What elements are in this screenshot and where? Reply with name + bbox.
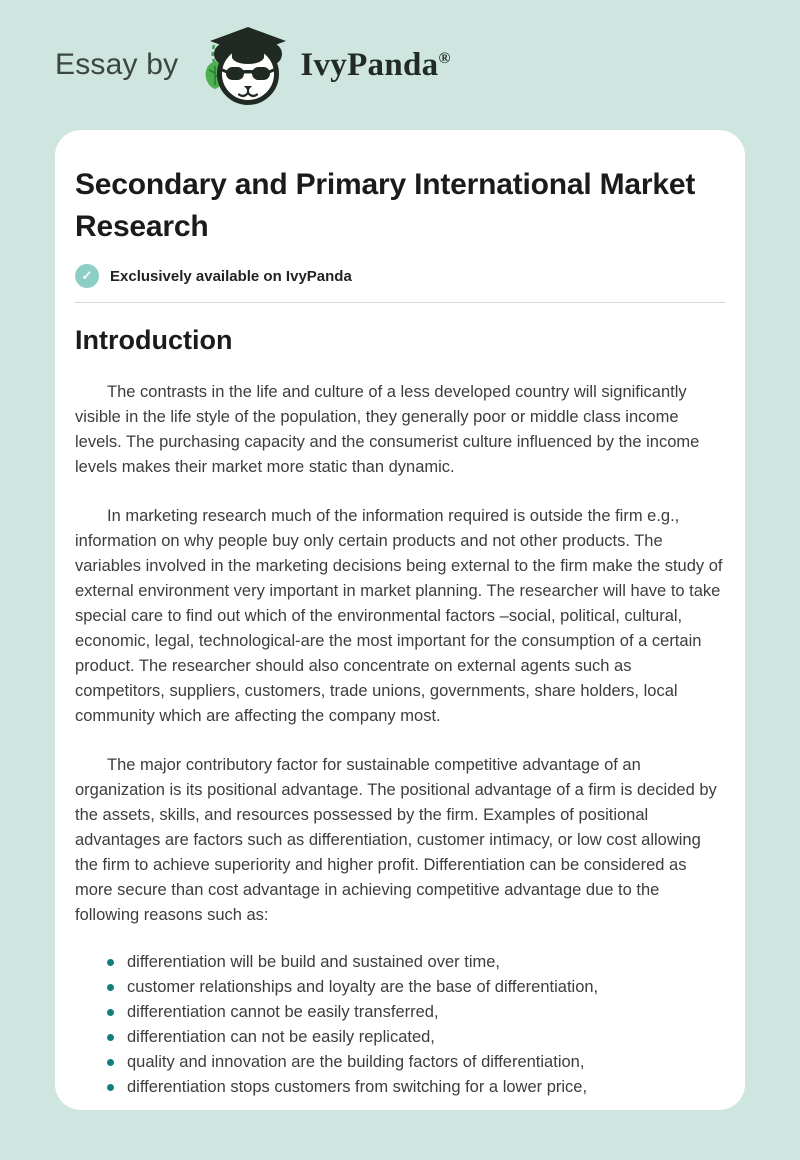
list-item: differentiation can not be easily replicated,	[75, 1025, 725, 1050]
essay-by-label: Essay by	[55, 48, 179, 81]
essay-card	[55, 130, 745, 1110]
intro-paragraph-3: The major contributory factor for sustainable competitive advantage of an organization is its positional advantage. The positional advantage of a firm is decided by the assets, skills, and resources possessed by the firm. Examples of positional advantages are factors such as differentiation, customer intimacy, or low cost allowing the firm to achieve superiority and higher profit. Differentiation can be considered as more secure than cost advantage in achieving competitive advantage due to the following reasons such as:	[75, 756, 717, 924]
section-heading-introduction: Introduction	[75, 325, 233, 355]
brand-text: IvyPanda	[300, 46, 439, 83]
intro-paragraph-1: The contrasts in the life and culture of a less developed country will significantly visible in the life style of the population, they generally poor or middle class income levels. The purchasing capacity and the consumerist culture influenced by the income levels makes their market more static than dynamic.	[75, 383, 700, 476]
list-item: differentiation stops customers from switching for a lower price,	[75, 1075, 725, 1100]
list-item: differentiation cannot be easily transferred,	[75, 1000, 725, 1025]
registered-mark: ®	[438, 49, 451, 67]
bullet-list	[75, 950, 725, 1100]
essay-title: Secondary and Primary International Market Research	[75, 168, 696, 243]
brand-name	[300, 47, 450, 84]
check-icon: ✓	[75, 264, 99, 288]
list-item: differentiation will be build and sustained over time,	[75, 950, 725, 975]
panda-graduate-icon	[194, 23, 290, 107]
list-item: customer relationships and loyalty are the base of differentiation,	[75, 975, 725, 1000]
page-header	[0, 0, 800, 130]
list-item: quality and innovation are the building factors of differentiation,	[75, 1050, 725, 1075]
exclusive-badge	[75, 264, 725, 288]
badge-label: Exclusively available on IvyPanda	[110, 267, 352, 285]
divider	[75, 302, 725, 303]
intro-paragraph-2: In marketing research much of the information required is outside the firm e.g., information on why people buy only certain products and not other products. The variables involved in the marketing decisions being external to the firm make the study of external environment very important in market planning. The researcher will have to take special care to find out which of the environmental factors –social, political, cultural, economic, legal, technological-are the most important for the consumption of a certain product. The researcher should also concentrate on external agents such as competitors, suppliers, customers, trade unions, governments, share holders, local community which are affecting the company most.	[75, 507, 723, 725]
